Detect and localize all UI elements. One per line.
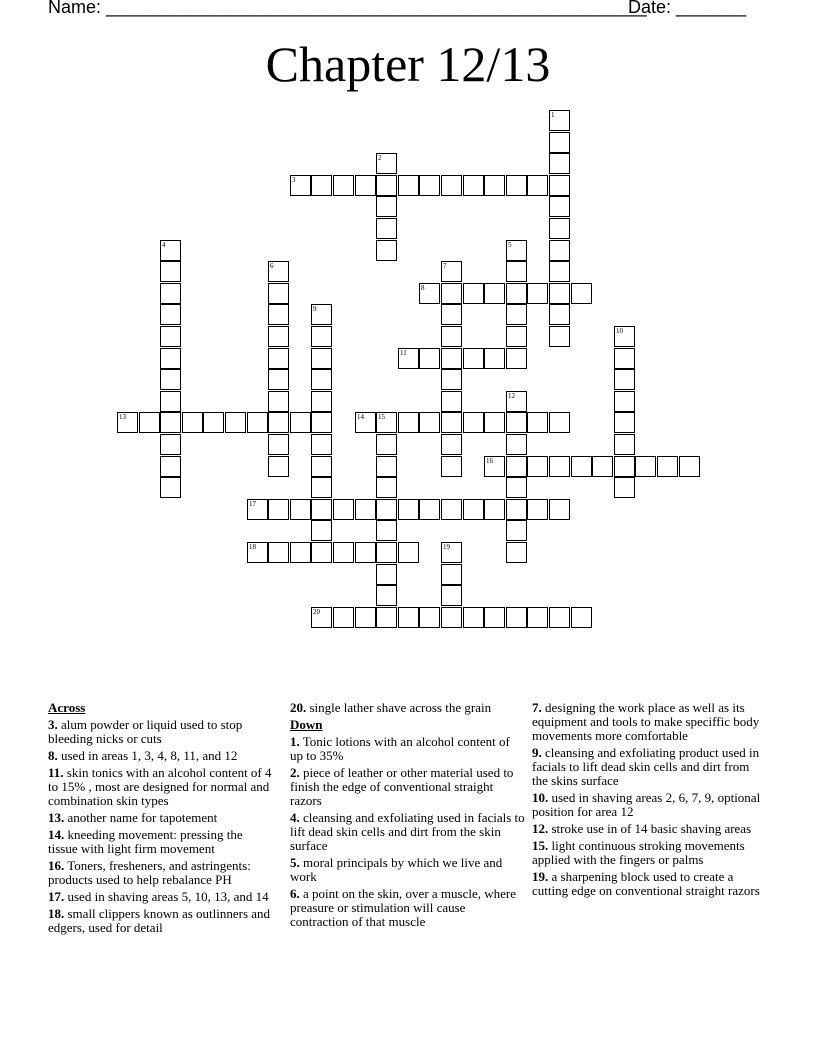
crossword-cell[interactable]	[549, 110, 570, 131]
clue-down-9: 9. cleansing and exfoliating product used in facials to lift dead skin cells and dirt from the skins surface	[532, 745, 760, 788]
crossword-cell[interactable]	[527, 175, 548, 196]
crossword-cell[interactable]	[506, 391, 527, 412]
crossword-cell[interactable]	[614, 348, 635, 369]
crossword-cell[interactable]	[614, 369, 635, 390]
crossword-cell[interactable]	[506, 240, 527, 261]
crossword-cell[interactable]	[506, 499, 527, 520]
crossword-cell[interactable]	[160, 348, 181, 369]
crossword-cell[interactable]	[117, 412, 138, 433]
crossword-cell[interactable]	[441, 261, 462, 282]
crossword-cell[interactable]	[571, 456, 592, 477]
clues-column-2	[290, 701, 525, 932]
crossword-cell[interactable]	[679, 456, 700, 477]
crossword-cell[interactable]	[268, 456, 289, 477]
clue-number: 13	[119, 413, 126, 421]
crossword-cell[interactable]	[160, 326, 181, 347]
crossword-cell[interactable]	[614, 412, 635, 433]
clue-number: 3	[292, 176, 296, 184]
clue-number: 7	[443, 262, 447, 270]
crossword-cell[interactable]	[549, 283, 570, 304]
crossword-cell[interactable]	[160, 261, 181, 282]
crossword-cell[interactable]	[376, 240, 397, 261]
crossword-cell[interactable]	[355, 412, 376, 433]
crossword-cell[interactable]	[419, 175, 440, 196]
crossword-cell[interactable]	[463, 175, 484, 196]
crossword-cell[interactable]	[463, 412, 484, 433]
across-heading: Across	[48, 700, 86, 715]
crossword-cell[interactable]	[268, 391, 289, 412]
crossword-cell[interactable]	[484, 412, 505, 433]
crossword-cell[interactable]	[506, 348, 527, 369]
crossword-cell[interactable]	[268, 412, 289, 433]
crossword-cell[interactable]	[160, 456, 181, 477]
crossword-cell[interactable]	[398, 175, 419, 196]
crossword-cell[interactable]	[614, 391, 635, 412]
crossword-cell[interactable]	[571, 607, 592, 628]
crossword-cell[interactable]	[311, 391, 332, 412]
crossword-cell[interactable]	[139, 412, 160, 433]
crossword-cell[interactable]	[419, 283, 440, 304]
crossword-cell[interactable]	[506, 542, 527, 563]
clue-down-19: 19. a sharpening block used to create a cutting edge on conventional straight razors	[532, 869, 760, 898]
crossword-cell[interactable]	[376, 564, 397, 585]
crossword-cell[interactable]	[268, 261, 289, 282]
crossword-cell[interactable]	[398, 542, 419, 563]
clue-down-4: 4. cleansing and exfoliating used in facials to lift dead skin cells and dirt from the skin surface	[290, 810, 525, 853]
crossword-cell[interactable]	[247, 412, 268, 433]
clue-number: 12	[508, 392, 515, 400]
crossword-cell[interactable]	[160, 412, 181, 433]
crossword-cell[interactable]	[506, 326, 527, 347]
crossword-cell[interactable]	[268, 369, 289, 390]
clue-down-5: 5. moral principals by which we live and work	[290, 855, 503, 884]
date-field: Date: _______	[628, 0, 747, 17]
crossword-cell[interactable]	[290, 175, 311, 196]
crossword-cell[interactable]	[376, 175, 397, 196]
down-heading: Down	[290, 717, 323, 732]
clue-number: 11	[400, 349, 407, 357]
crossword-cell[interactable]	[398, 499, 419, 520]
clue-number: 18	[249, 543, 256, 551]
clue-down-12: 12. stroke use in of 14 basic shaving areas	[532, 821, 752, 836]
crossword-cell[interactable]	[247, 542, 268, 563]
crossword-cell[interactable]	[311, 607, 332, 628]
crossword-cell[interactable]	[268, 434, 289, 455]
crossword-cell[interactable]	[506, 283, 527, 304]
crossword-cell[interactable]	[441, 564, 462, 585]
crossword-cell[interactable]	[355, 499, 376, 520]
crossword-cell[interactable]	[376, 477, 397, 498]
crossword-cell[interactable]	[527, 412, 548, 433]
crossword-cell[interactable]	[549, 304, 570, 325]
crossword-cell[interactable]	[160, 391, 181, 412]
crossword-cell[interactable]	[441, 369, 462, 390]
clue-number: 16	[486, 457, 493, 465]
clue-across-17: 17. used in shaving areas 5, 10, 13, and 14	[48, 889, 269, 904]
clue-across-16: 16. Toners, fresheners, and astringents: products used to help rebalance PH	[48, 858, 251, 887]
crossword-cell[interactable]	[160, 369, 181, 390]
crossword-cell[interactable]	[268, 499, 289, 520]
crossword-cell[interactable]	[398, 607, 419, 628]
crossword-cell[interactable]	[549, 175, 570, 196]
crossword-cell[interactable]	[376, 585, 397, 606]
clue-down-10: 10. used in shaving areas 2, 6, 7, 9, optional position for area 12	[532, 790, 761, 819]
crossword-cell[interactable]	[506, 477, 527, 498]
crossword-cell[interactable]	[635, 456, 656, 477]
clue-number: 9	[313, 305, 317, 313]
crossword-cell[interactable]	[376, 196, 397, 217]
crossword-cell[interactable]	[419, 499, 440, 520]
crossword-cell[interactable]	[463, 499, 484, 520]
crossword-cell[interactable]	[311, 499, 332, 520]
crossword-cell[interactable]	[506, 434, 527, 455]
crossword-cell[interactable]	[484, 175, 505, 196]
crossword-cell[interactable]	[376, 218, 397, 239]
crossword-cell[interactable]	[333, 542, 354, 563]
crossword-cell[interactable]	[484, 456, 505, 477]
crossword-cell[interactable]	[311, 520, 332, 541]
clue-across-14: 14. kneeding movement: pressing the tissue with light firm movement	[48, 827, 243, 856]
crossword-cell[interactable]	[419, 348, 440, 369]
crossword-cell[interactable]	[506, 304, 527, 325]
crossword-cell[interactable]	[657, 456, 678, 477]
clue-number: 19	[443, 543, 450, 551]
crossword-cell[interactable]	[484, 499, 505, 520]
clue-number: 20	[313, 608, 320, 616]
clue-across-13: 13. another name for tapotement	[48, 810, 218, 825]
crossword-cell[interactable]	[398, 412, 419, 433]
crossword-cell[interactable]	[355, 175, 376, 196]
clue-down-15: 15. light continuous stroking movements applied with the fingers or palms	[532, 838, 745, 867]
crossword-cell[interactable]	[160, 283, 181, 304]
crossword-cell[interactable]	[506, 607, 527, 628]
crossword-cell[interactable]	[484, 348, 505, 369]
clue-across-20: 20. single lather shave across the grain	[290, 700, 492, 715]
clue-across-3: 3. alum powder or liquid used to stop bleeding nicks or cuts	[48, 717, 243, 746]
crossword-cell[interactable]	[441, 607, 462, 628]
crossword-cell[interactable]	[311, 326, 332, 347]
crossword-cell[interactable]	[441, 283, 462, 304]
crossword-cell[interactable]	[268, 348, 289, 369]
crossword-cell[interactable]	[355, 542, 376, 563]
crossword-cell[interactable]	[463, 283, 484, 304]
crossword-cell[interactable]	[376, 542, 397, 563]
crossword-cell[interactable]	[311, 477, 332, 498]
clues-column-1	[48, 701, 273, 938]
crossword-cell[interactable]	[182, 412, 203, 433]
clue-down-7: 7. designing the work place as well as its equipment and tools to make speciffic body movements more comfortable	[532, 700, 760, 743]
clue-down-1: 1. Tonic lotions with an alcohol content of up to 35%	[290, 734, 510, 763]
crossword-cell[interactable]	[311, 434, 332, 455]
crossword-cell[interactable]	[549, 218, 570, 239]
crossword-cell[interactable]	[549, 456, 570, 477]
crossword-cell[interactable]	[614, 434, 635, 455]
crossword-cell[interactable]	[549, 196, 570, 217]
crossword-cell[interactable]	[376, 434, 397, 455]
crossword-cell[interactable]	[527, 283, 548, 304]
clue-number: 1	[551, 111, 555, 119]
crossword-cell[interactable]	[311, 412, 332, 433]
crossword-cell[interactable]	[506, 412, 527, 433]
clue-number: 8	[421, 284, 425, 292]
clue-number: 10	[616, 327, 623, 335]
clue-across-8: 8. used in areas 1, 3, 4, 8, 11, and 12	[48, 748, 238, 763]
crossword-cell[interactable]	[506, 261, 527, 282]
crossword-cell[interactable]	[160, 477, 181, 498]
crossword-cell[interactable]	[549, 132, 570, 153]
crossword-cell[interactable]	[398, 348, 419, 369]
crossword-cell[interactable]	[441, 499, 462, 520]
crossword-cell[interactable]	[419, 607, 440, 628]
crossword-cell[interactable]	[484, 283, 505, 304]
crossword-cell[interactable]	[290, 499, 311, 520]
clue-number: 17	[249, 500, 256, 508]
crossword-cell[interactable]	[376, 456, 397, 477]
crossword-cell[interactable]	[311, 348, 332, 369]
crossword-cell[interactable]	[311, 304, 332, 325]
crossword-cell[interactable]	[441, 348, 462, 369]
crossword-cell[interactable]	[614, 456, 635, 477]
crossword-cell[interactable]	[333, 175, 354, 196]
clue-across-11: 11. skin tonics with an alcohol content of 4 to 15% , most are designed for normal and combination skin types	[48, 765, 272, 808]
crossword-cell[interactable]	[527, 499, 548, 520]
crossword-cell[interactable]	[247, 499, 268, 520]
crossword-cell[interactable]	[160, 304, 181, 325]
crossword-cell[interactable]	[506, 520, 527, 541]
crossword-cell[interactable]	[225, 412, 246, 433]
crossword-cell[interactable]	[463, 607, 484, 628]
crossword-cell[interactable]	[441, 434, 462, 455]
crossword-cell[interactable]	[311, 369, 332, 390]
clue-number: 5	[508, 241, 512, 249]
crossword-cell[interactable]	[549, 240, 570, 261]
crossword-cell[interactable]	[527, 607, 548, 628]
crossword-cell[interactable]	[268, 304, 289, 325]
crossword-cell[interactable]	[441, 542, 462, 563]
crossword-cell[interactable]	[549, 326, 570, 347]
crossword-cell[interactable]	[333, 607, 354, 628]
crossword-cell[interactable]	[441, 412, 462, 433]
crossword-cell[interactable]	[268, 542, 289, 563]
clue-number: 6	[270, 262, 274, 270]
clue-down-2: 2. piece of leather or other material used to finish the edge of conventional straight razors	[290, 765, 514, 808]
crossword-cell[interactable]	[311, 456, 332, 477]
crossword-cell[interactable]	[571, 283, 592, 304]
page-title: Chapter 12/13	[265, 36, 551, 92]
crossword-cell[interactable]	[614, 326, 635, 347]
name-field: Name: ______________________________________________________	[48, 0, 647, 17]
clue-number: 15	[378, 413, 385, 421]
crossword-cell[interactable]	[484, 607, 505, 628]
crossword-cell[interactable]	[268, 283, 289, 304]
crossword-cell[interactable]	[441, 456, 462, 477]
crossword-cell[interactable]	[419, 412, 440, 433]
crossword-cell[interactable]	[506, 175, 527, 196]
clue-number: 14	[357, 413, 364, 421]
crossword-cell[interactable]	[441, 326, 462, 347]
crossword-cell[interactable]	[376, 412, 397, 433]
crossword-cell[interactable]	[203, 412, 224, 433]
crossword-cell[interactable]	[376, 607, 397, 628]
crossword-cell[interactable]	[549, 153, 570, 174]
crossword-cell[interactable]	[268, 326, 289, 347]
clue-down-6: 6. a point on the skin, over a muscle, where preasure or stimulation will cause contraction of that muscle	[290, 886, 516, 929]
crossword-cell[interactable]	[441, 175, 462, 196]
clues-column-3	[532, 701, 764, 901]
crossword-cell[interactable]	[290, 412, 311, 433]
clue-across-18: 18. small clippers known as outlinners and edgers, used for detail	[48, 906, 271, 935]
crossword-cell[interactable]	[549, 261, 570, 282]
crossword-cell[interactable]	[549, 607, 570, 628]
crossword-cell[interactable]	[333, 499, 354, 520]
crossword-cell[interactable]	[311, 542, 332, 563]
crossword-cell[interactable]	[311, 175, 332, 196]
crossword-cell[interactable]	[614, 477, 635, 498]
crossword-cell[interactable]	[592, 456, 613, 477]
crossword-cell[interactable]	[463, 348, 484, 369]
crossword-cell[interactable]	[290, 542, 311, 563]
crossword-cell[interactable]	[376, 153, 397, 174]
crossword-cell[interactable]	[527, 456, 548, 477]
crossword-cell[interactable]	[160, 434, 181, 455]
crossword-cell[interactable]	[441, 304, 462, 325]
crossword-cell[interactable]	[549, 412, 570, 433]
crossword-cell[interactable]	[355, 607, 376, 628]
crossword-cell[interactable]	[160, 240, 181, 261]
crossword-cell[interactable]	[376, 520, 397, 541]
crossword-cell[interactable]	[441, 585, 462, 606]
crossword-cell[interactable]	[376, 499, 397, 520]
clue-number: 2	[378, 154, 382, 162]
crossword-cell[interactable]	[549, 499, 570, 520]
crossword-cell[interactable]	[441, 391, 462, 412]
clue-number: 4	[162, 241, 166, 249]
crossword-cell[interactable]	[506, 456, 527, 477]
